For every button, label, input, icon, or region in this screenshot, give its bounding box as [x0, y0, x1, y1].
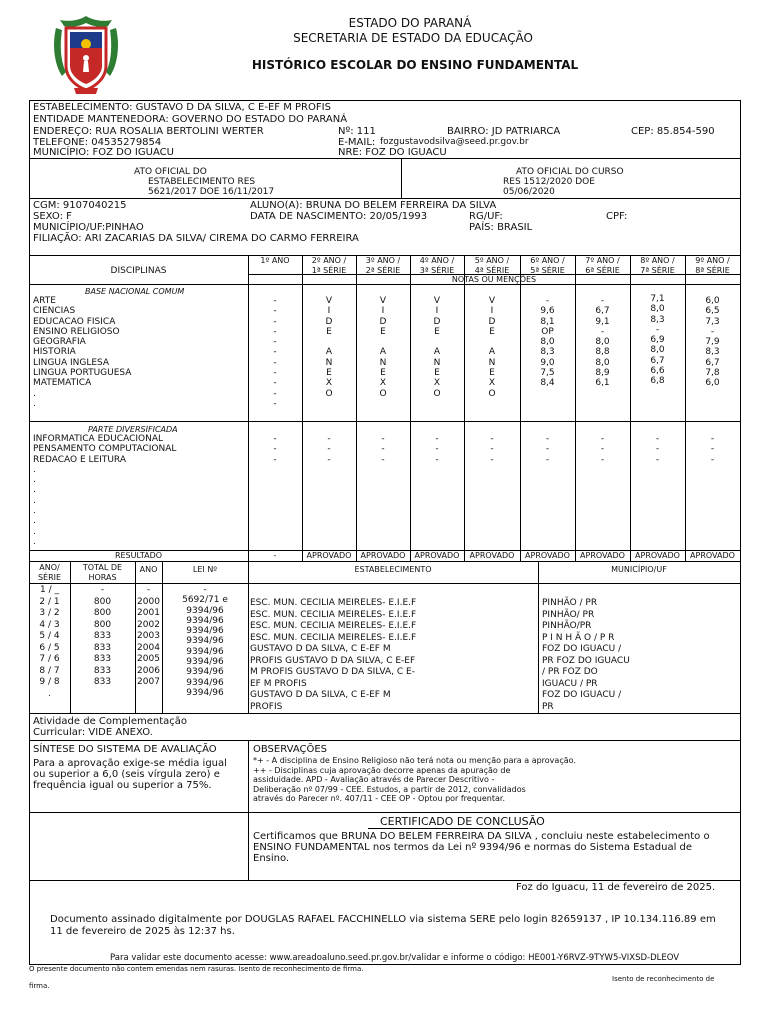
div-col-9: - - -	[710, 434, 715, 465]
h-total-hours: TOTAL DE HORAS	[82, 563, 123, 583]
subject: ENSINO RELIGIOSO	[33, 326, 120, 337]
subject: .	[33, 506, 36, 517]
certificate-line2: ENSINO FUNDAMENTAL nos termos da Lei nº 9394/96 e normas do Sistema Estadual de	[253, 842, 693, 853]
result-2: APROVADO	[306, 551, 352, 560]
result-1: -	[273, 551, 277, 560]
div-col-1: - - -	[273, 434, 277, 465]
act-course-line2: RES 1512/2020 DOE	[503, 177, 595, 187]
subject: .	[33, 516, 36, 527]
school-number: Nº: 111	[338, 126, 376, 137]
year-header-3: 3º ANO / 2ª SÉRIE	[365, 256, 401, 276]
result-5: APROVADO	[469, 551, 515, 560]
subject: LINGUA PORTUGUESA	[33, 368, 132, 379]
subject: GEOGRAFIA	[33, 337, 86, 348]
school-address: ENDEREÇO: RUA ROSALIA BERTOLINI WERTER	[33, 126, 264, 137]
school-phone: TELEFONE: 04535279854	[33, 137, 162, 148]
school-establishment: ESTABELECIMENTO: GUSTAVO D DA SILVA, C E-EF M PROFIS	[33, 102, 331, 113]
act-estab-title: ATO OFICIAL DO	[134, 167, 207, 177]
result-7: APROVADO	[580, 551, 625, 560]
signature-line2: 11 de fevereiro de 2025 às 12:37 hs.	[50, 926, 235, 937]
history-municipalities: PINHÃO / PR PINHÃO/ PR PINHÃO/PR P I N H Ã O / P R FOZ DO IGUACU / PR FOZ DO IGUACU / PR FOZ DO IGUACU / PR FOZ DO IGUACU / PR	[542, 598, 630, 712]
year-header-7: 7º ANO / 6ª SÉRIE	[585, 256, 620, 276]
header-state: ESTADO DO PARANÁ	[348, 16, 472, 30]
year-header-2: 2º ANO / 1ª SÉRIE	[311, 256, 347, 276]
header-secretariat: SECRETARIA DE ESTADO DA EDUCAÇÃO	[293, 31, 533, 45]
grades-col-4: V I D E A N E X O	[433, 296, 441, 399]
h-year-series: ANO/ SÉRIE	[37, 563, 62, 583]
history-establishments: ESC. MUN. CECILIA MEIRELES- E.I.E.F ESC. MUN. CECILIA MEIRELES- E.I.E.F ESC. MUN. CECILIA MEIRELES- E.I.E.F ESC. MUN. CECILIA MEIRELES- E.I.E.F GUSTAVO D DA SILVA, C E-EF M PROFIS GUSTAVO D DA SILVA, C E-EF M PROFIS GUSTAVO D DA SILVA, C E- EF M PROFIS GUSTAVO D DA SILVA, C E-EF M PROFIS	[250, 598, 417, 712]
act-estab-line3: 5621/2017 DOE 16/11/2017	[148, 187, 275, 197]
act-course-title: ATO OFICIAL DO CURSO	[516, 167, 624, 177]
h-ano: ANO	[139, 565, 158, 574]
school-municipality: MUNICÍPIO: FOZ DO IGUACU	[33, 147, 174, 158]
div-col-3: - - -	[381, 434, 385, 465]
student-rg: RG/UF:	[469, 211, 503, 222]
student-country: PAÍS: BRASIL	[469, 222, 533, 233]
subject: .	[33, 464, 36, 475]
subject: HISTORIA	[33, 347, 76, 358]
grades-disciplinas-label: DISCIPLINAS	[110, 266, 167, 276]
history-laws: - 5692/71 e 9394/96 9394/96 9394/96 9394/96 9394/96 9394/96 9394/96 9394/96 9394/96	[182, 585, 228, 698]
history-hours: - 800 800 800 833 833 833 833 833	[93, 585, 112, 687]
school-nre: NRE: FOZ DO IGUACU	[338, 147, 447, 158]
div-subjects	[33, 434, 176, 547]
result-9: APROVADO	[690, 551, 735, 560]
year-header-6: 6º ANO / 5ª SÉRIE	[530, 256, 565, 276]
observations-text: *+ - A disciplina de Ensino Religioso não terá nota ou menção para a aprovação. ++ - Disciplinas cuja aprovação decorre apenas da apuração de assiduidade. APD - Avaliação através de Parecer Descritivo - Deliberação nº 07/99 - CEE. Estudos, a partir de 2012, convalidados através do Parecer nº. 407/11 - CEE OP - Optou por frequentar.	[253, 756, 576, 804]
synthesis-title: SÍNTESE DO SISTEMA DE AVALIAÇÃO	[33, 744, 217, 755]
year-header-9: 9º ANO / 8ª SÉRIE	[695, 256, 730, 276]
grades-notas-label: NOTAS OU MENÇÕES	[451, 275, 537, 284]
div-col-2: - - -	[327, 434, 331, 465]
subject: EDUCACAO FISICA	[33, 316, 116, 327]
page-title: HISTÓRICO ESCOLAR DO ENSINO FUNDAMENTAL	[251, 58, 579, 72]
result-label: RESULTADO	[114, 551, 163, 560]
history-series: 1 / _ 2 / 1 3 / 2 4 / 3 5 / 4 6 / 5 7 / 6 8 / 7 9 / 8 .	[39, 585, 60, 699]
school-email: fozgustavodsilva@seed.pr.gov.br	[380, 137, 529, 147]
history-years: - 2000 2001 2002 2003 2004 2005 2006 2007	[137, 585, 160, 687]
student-sex: SEXO: F	[33, 211, 72, 222]
div-col-7: - - -	[600, 434, 605, 465]
act-course-line3: 05/06/2020	[503, 187, 555, 197]
div-col-5: - - -	[490, 434, 494, 465]
student-cpf: CPF:	[606, 211, 628, 222]
subject: ARTE	[33, 296, 56, 306]
footer-firma: firma.	[29, 982, 50, 990]
year-header-8: 8º ANO / 7ª SÉRIE	[640, 256, 675, 276]
subject: .	[33, 475, 36, 486]
student-cgm: CGM: 9107040215	[33, 200, 127, 211]
certificate-title: CERTIFICADO DE CONCLUSÃO	[380, 815, 545, 828]
div-col-6: - - -	[545, 434, 550, 465]
grades-col-8: 7,1 8,0 8,3 - 6,9 8,0 6,7 6,6 6,8	[650, 294, 665, 387]
result-6: APROVADO	[525, 551, 570, 560]
school-entity: ENTIDADE MANTENEDORA: GOVERNO DO ESTADO DO PARANÁ	[33, 114, 348, 125]
footer-isento: Isento de reconhecimento de	[612, 975, 715, 983]
act-estab-line2: ESTABELECIMENTO RES	[148, 177, 256, 187]
div-label: PARTE DIVERSIFICADA	[88, 425, 178, 434]
subject: .	[33, 536, 36, 547]
school-district: BAIRRO: JD PATRIARCA	[447, 126, 561, 137]
subject: .	[33, 485, 36, 496]
subject: CIENCIAS	[33, 306, 76, 317]
student-filiation: FILIAÇÃO: ARI ZACARIAS DA SILVA/ CIREMA DO CARMO FERREIRA	[33, 233, 359, 244]
subject: .	[33, 495, 36, 506]
certificate-line3: Ensino.	[253, 853, 290, 864]
div-col-8: - - -	[655, 434, 660, 465]
year-header-4: 4º ANO / 3ª SÉRIE	[419, 256, 455, 276]
subject: MATEMATICA	[33, 378, 92, 389]
subject: INFORMATICA EDUCACIONAL	[33, 434, 163, 444]
result-4: APROVADO	[414, 551, 460, 560]
signature-line1: Documento assinado digitalmente por DOUGLAS RAFAEL FACCHINELLO via sistema SERE pelo login 82659137 , IP 10.134.116.89 em	[50, 914, 716, 925]
h-estab: ESTABELECIMENTO	[354, 565, 432, 574]
result-8: APROVADO	[635, 551, 680, 560]
observations-title: OBSERVAÇÕES	[253, 744, 328, 755]
h-lei: LEI Nº	[192, 565, 218, 574]
school-email-label: E-MAIL:	[338, 137, 376, 148]
h-mun: MUNICÍPIO/UF	[611, 565, 667, 574]
synthesis-text1: Para a aprovação exige-se média igual	[33, 758, 227, 769]
grades-col-7: - 6,7 9,1 - 8,0 8,8 8,0 8,9 6,1	[595, 296, 610, 389]
div-col-4: - - -	[435, 434, 439, 465]
grades-col-6: - 9,6 8,1 OP 8,0 8,3 9,0 7,5 8,4	[540, 296, 555, 389]
subject: REDACAO E LEITURA	[33, 454, 126, 465]
subject: .	[33, 398, 36, 409]
grades-col-3: V I D E A N E X O	[379, 296, 387, 399]
grades-col-9: 6,0 6,5 7,3 - 7,9 8,3 6,7 7,8 6,0	[705, 296, 720, 389]
complement-line2: Curricular: VIDE ANEXO.	[33, 727, 153, 738]
subject: PENSAMENTO COMPUTACIONAL	[33, 444, 177, 455]
student-birthplace: MUNICÍPIO/UF:PINHAO	[33, 222, 144, 233]
grades-col-1: - - - - - - - - - - -	[273, 296, 277, 409]
result-3: APROVADO	[360, 551, 406, 560]
base-label: BASE NACIONAL COMUM	[85, 287, 185, 296]
validation-text: Para validar este documento acesse: www.areadoaluno.seed.pr.gov.br/validar e informe o código: HE001-Y6RVZ-9TYW5-VIXSD-DLEOV	[110, 953, 680, 963]
base-subjects	[33, 296, 131, 409]
footer-note: O presente documento não contem emendas nem rasuras. Isento de reconhecimento de firma.	[29, 965, 364, 973]
student-birth: DATA DE NASCIMENTO: 20/05/1993	[250, 211, 428, 222]
subject: .	[33, 388, 36, 399]
subject: LINGUA INGLESA	[33, 357, 110, 368]
complement-line1: Atividade de Complementação	[33, 716, 188, 727]
subject: .	[33, 526, 36, 537]
school-cep: CEP: 85.854-590	[631, 126, 715, 137]
place-date: Foz do Iguacu, 11 de fevereiro de 2025.	[516, 882, 716, 893]
grades-col-2: V I D E A N E X O	[325, 296, 333, 399]
certificate-line1: Certificamos que BRUNA DO BELEM FERREIRA DA SILVA , concluiu neste estabelecimento o	[253, 831, 710, 842]
grades-col-5: V I D E A N E X O	[488, 296, 496, 399]
student-name: ALUNO(A): BRUNA DO BELEM FERREIRA DA SILVA	[250, 200, 497, 211]
year-header-5: 5º ANO / 4ª SÉRIE	[474, 256, 510, 276]
synthesis-text2: ou superior a 6,0 (seis vírgula zero) e	[33, 769, 220, 780]
year-header-1: 1º ANO	[260, 256, 290, 265]
parana-coat-of-arms	[50, 14, 122, 96]
synthesis-text3: frequência igual ou superior a 75%.	[33, 780, 212, 791]
